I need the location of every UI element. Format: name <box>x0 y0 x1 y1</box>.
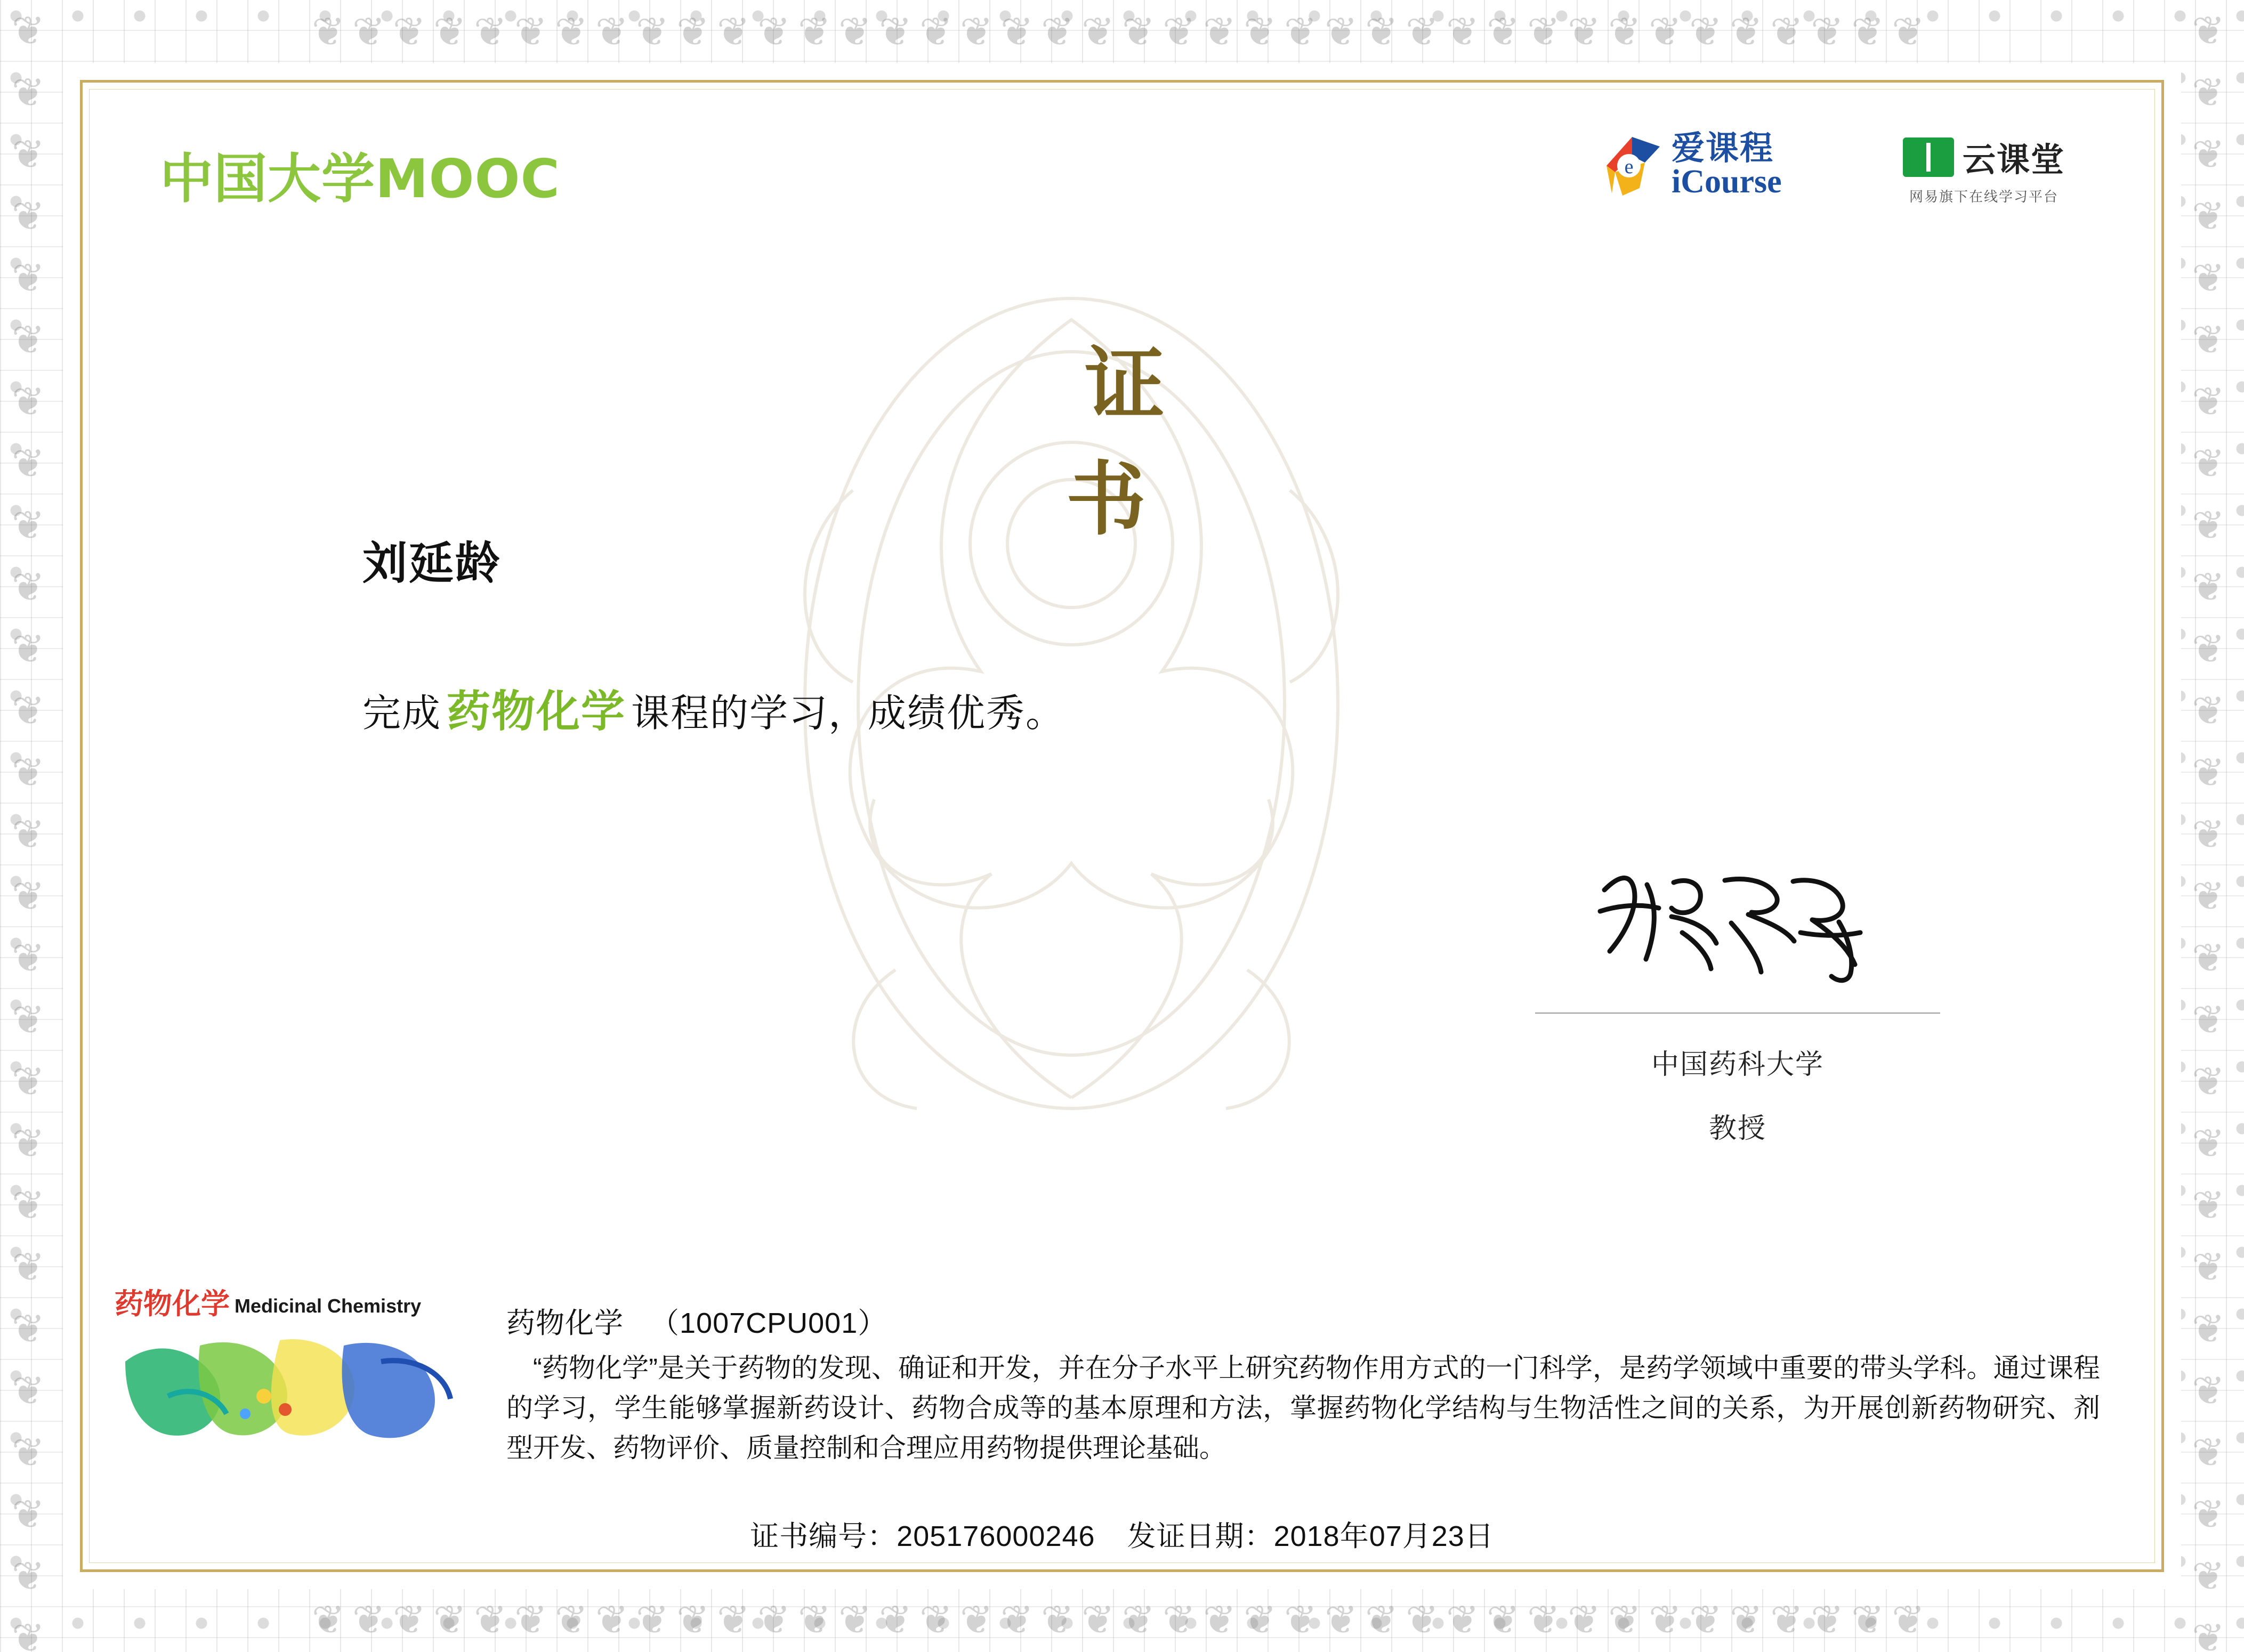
issue-date-label: 发证日期： <box>1127 1520 1274 1552</box>
yunketang-subtitle: 网易旗下在线学习平台 <box>1909 189 2059 205</box>
cert-number-label: 证书编号： <box>750 1520 897 1552</box>
signature-rule <box>1535 1013 1940 1014</box>
icourse-logo <box>1604 132 1782 198</box>
thumb-cn-text: 药物化学 <box>115 1287 230 1321</box>
border-scroll-bottom: ❦❦❦❦❦❦❦❦❦❦❦❦❦❦❦❦❦❦❦❦❦❦❦❦❦❦❦❦❦❦❦❦❦❦❦❦❦❦❦❦ <box>311 1597 1933 1643</box>
course-name-highlight: 药物化学 <box>447 687 626 736</box>
icourse-cn-label: 爱课程 <box>1672 130 1774 167</box>
completion-prefix: 完成 <box>362 692 442 735</box>
yunketang-title: 云课堂 <box>1963 142 2065 179</box>
course-code: （1007CPU001） <box>650 1307 887 1339</box>
yunketang-logo <box>1903 133 2065 206</box>
course-thumbnail <box>104 1282 488 1452</box>
thumb-en-text: Medicinal Chemistry <box>235 1295 422 1317</box>
signature-organization: 中国药科大学 <box>1651 1049 1824 1080</box>
mooc-brand-logo: 中国大学MOOC <box>160 148 560 210</box>
signature-role: 教授 <box>1708 1113 1766 1144</box>
border-scroll-left: ❦ ❦ ❦ ❦ ❦ ❦ ❦ ❦ ❦ ❦ ❦ ❦ ❦ ❦ ❦ ❦ ❦ ❦ ❦ ❦ ❦ ❦ ❦ ❦ ❦ ❦ ❦ <box>11 8 52 1652</box>
issue-date-value: 2018年07月23日 <box>1273 1520 1494 1552</box>
icourse-en-label: iCourse <box>1672 164 1782 200</box>
svg-text:e: e <box>1624 156 1634 178</box>
border-scroll-top: ❦❦❦❦❦❦❦❦❦❦❦❦❦❦❦❦❦❦❦❦❦❦❦❦❦❦❦❦❦❦❦❦❦❦❦❦❦❦❦❦ <box>311 9 1933 55</box>
border-scroll-right: ❦ ❦ ❦ ❦ ❦ ❦ ❦ ❦ ❦ ❦ ❦ ❦ ❦ ❦ ❦ ❦ ❦ ❦ ❦ ❦ ❦ ❦ ❦ ❦ ❦ ❦ ❦ <box>2191 8 2232 1652</box>
course-name: 药物化学 <box>506 1307 624 1339</box>
handwritten-signature <box>1588 853 1887 986</box>
student-name: 刘延龄 <box>362 538 502 588</box>
completion-suffix: 课程的学习，成绩优秀。 <box>631 692 1066 735</box>
icourse-e-icon <box>1604 133 1664 198</box>
certificate-footer <box>80 1513 2164 1554</box>
completion-statement <box>362 677 1065 739</box>
course-name-row <box>506 1300 887 1341</box>
course-description: “药物化学”是关于药物的发现、确证和开发，并在分子水平上研究药物作用方式的一门科学，是药学领域中重要的带头学科。通过课程的学习，学生能够掌握新药设计、药物合成等的基本原理和方法，掌握药物化学结构与生物活性之间的关系，为开展创新药物研究、剂型开发、药物评价、质量控制和合理应用药物提供理论基础。 <box>506 1353 2100 1463</box>
green-book-icon <box>1903 137 1954 177</box>
certificate-title: 证 书 <box>1066 337 1320 546</box>
cert-number-value: 205176000246 <box>897 1520 1095 1552</box>
